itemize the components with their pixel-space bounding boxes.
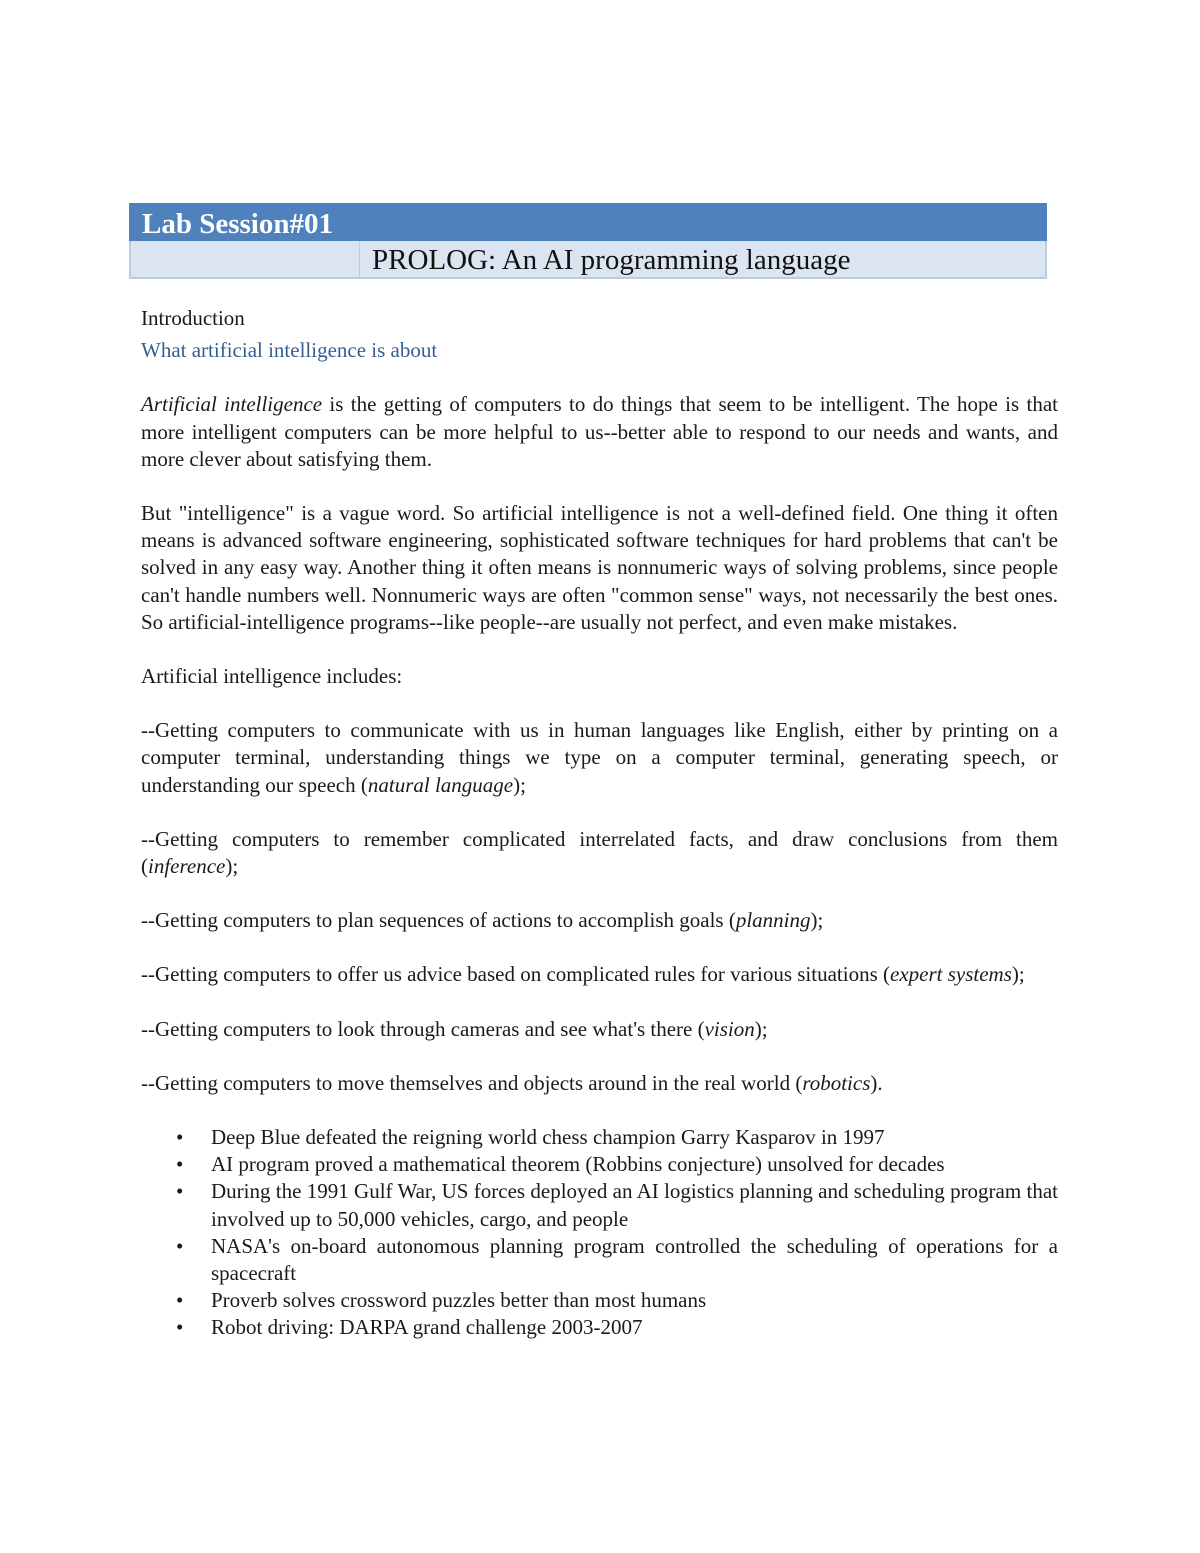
bullet-item: • NASA's on-board autonomous planning program controlled the scheduling of operations for a spacecraft bbox=[176, 1233, 1058, 1286]
list-item: --Getting computers to remember complicated interrelated facts, and draw conclusions from them (inference); bbox=[141, 826, 1058, 879]
bullet-icon: • bbox=[176, 1125, 184, 1150]
bullet-icon: • bbox=[176, 1288, 184, 1313]
includes-label: Artificial intelligence includes: bbox=[141, 664, 403, 689]
bullet-item: • Deep Blue defeated the reigning world chess champion Garry Kasparov in 1997 bbox=[141, 1124, 1058, 1151]
list-item: --Getting computers to move themselves and objects around in the real world (robotics). bbox=[141, 1070, 883, 1095]
paragraph-ai-definition-text: is the getting of computers to do things that seem to be intelligent. The hope is that more intelligent computers can be more helpful to us--better able to respond to our needs and wants, and more clever about satisfying them. bbox=[141, 392, 1058, 471]
paragraph-ai-definition bbox=[141, 391, 1058, 473]
list-item: --Getting computers to look through cameras and see what's there (vision); bbox=[141, 1016, 768, 1041]
list-item: --Getting computers to communicate with us in human languages like English, either by printing on a computer terminal, understanding things we type on a computer terminal, generating speech, or understanding our speech (natural language); bbox=[141, 718, 1058, 797]
bullet-item: • Robot driving: DARPA grand challenge 2003-2007 bbox=[141, 1314, 1058, 1341]
header-subtitle-row bbox=[129, 241, 1047, 279]
bullet-icon: • bbox=[176, 1179, 184, 1204]
bullet-item: • During the 1991 Gulf War, US forces deployed an AI logistics planning and scheduling program that involved up to 50,000 vehicles, cargo, and people bbox=[176, 1179, 1058, 1231]
bullet-item: • AI program proved a mathematical theorem (Robbins conjecture) unsolved for decades bbox=[141, 1151, 1058, 1178]
header-table bbox=[129, 203, 1047, 279]
section-subheading: What artificial intelligence is about bbox=[141, 338, 438, 363]
bullet-item: • Proverb solves crossword puzzles better than most humans bbox=[141, 1287, 1058, 1314]
bullet-icon: • bbox=[176, 1152, 184, 1177]
list-item: --Getting computers to offer us advice based on complicated rules for various situations (expert systems); bbox=[141, 962, 1025, 987]
section-heading: Introduction bbox=[141, 306, 245, 330]
bullet-icon: • bbox=[176, 1233, 184, 1258]
header-empty-cell bbox=[131, 241, 360, 277]
achievements-list bbox=[141, 1124, 1058, 1342]
document-body bbox=[141, 305, 1058, 1342]
lab-session-title: Lab Session#01 bbox=[129, 203, 1047, 241]
term-ai: Artificial intelligence bbox=[141, 392, 323, 417]
list-item: --Getting computers to plan sequences of actions to accomplish goals (planning); bbox=[141, 908, 824, 933]
paragraph-intelligence: But "intelligence" is a vague word. So artificial intelligence is not a well-defined field. One thing it often means is advanced software engineering, sophisticated software techniques for hard problems that can't be solved in any easy way. Another thing it often means is nonnumeric ways of solving problems, since people can't handle numbers well. Nonnumeric ways are often "common sense" ways, not necessarily the best ones. So artificial-intelligence programs--like people--are usually not perfect, and even make mistakes. bbox=[141, 501, 1058, 634]
bullet-icon: • bbox=[176, 1315, 184, 1340]
lab-session-subtitle: PROLOG: An AI programming language bbox=[372, 244, 851, 276]
